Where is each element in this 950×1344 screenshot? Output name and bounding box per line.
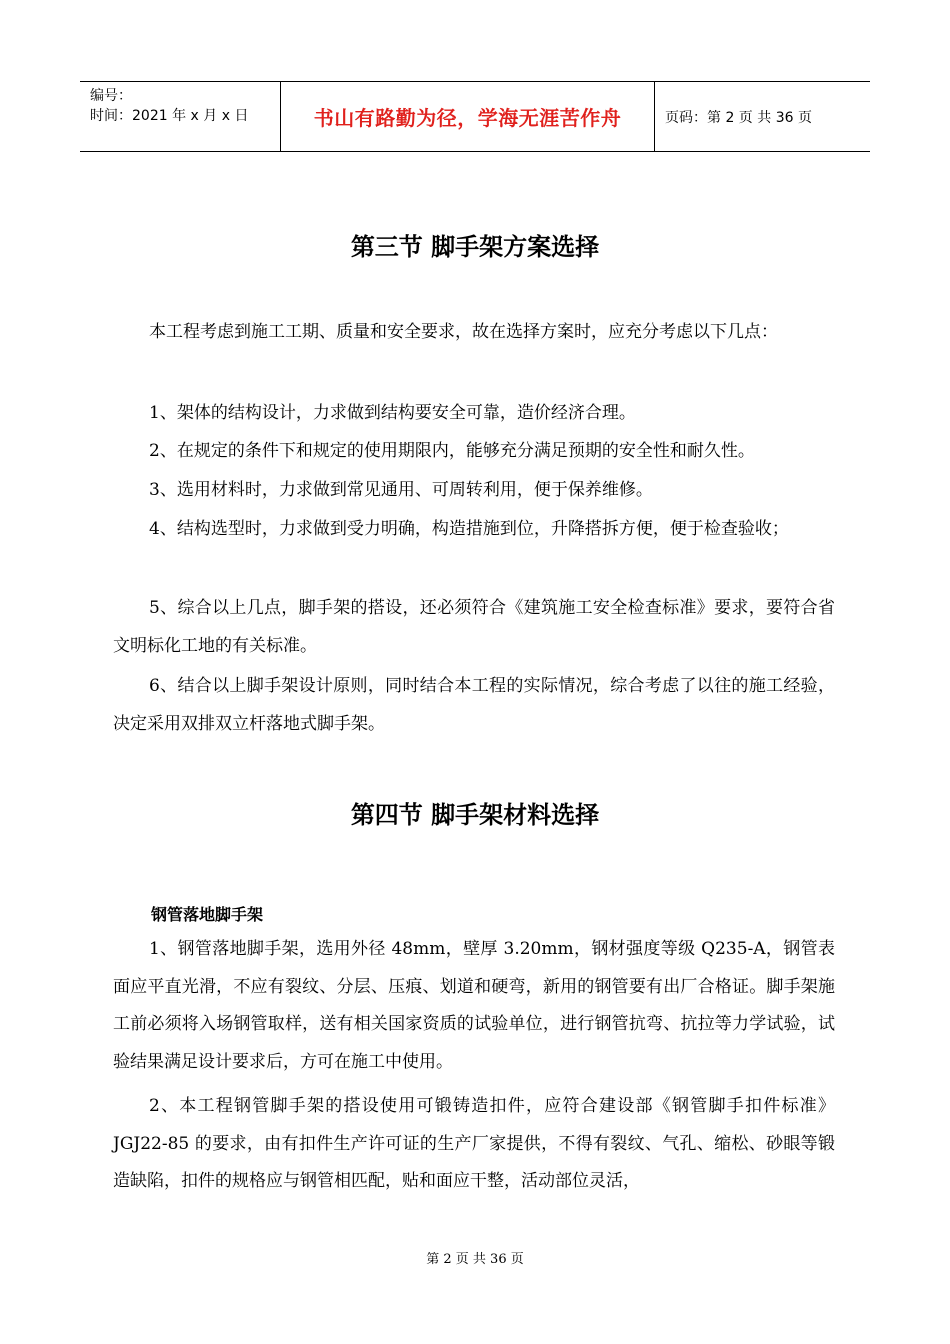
paragraph: 2、在规定的条件下和规定的使用期限内，能够充分满足预期的安全性和耐久性。 xyxy=(149,441,755,461)
page-header xyxy=(80,81,870,152)
paragraph: 4、结构选型时，力求做到受力明确，构造措施到位，升降搭拆方便，便于检查验收； xyxy=(149,519,789,539)
paragraph: 1、架体的结构设计，力求做到结构要安全可靠，造价经济合理。 xyxy=(149,403,636,423)
section-title-4: 第四节 脚手架材料选择 xyxy=(350,801,600,829)
paragraph: 1、钢管落地脚手架，选用外径 48mm，壁厚 3.20mm，钢材强度等级 Q235-A，钢管表面应平直光滑，不应有裂纹、分层、压痕、划道和硬弯，新用的钢管要有出厂合格证。脚手架施工前必须将入场钢管取样，送有相关国家资质的试验单位，进行钢管抗弯、抗拉等力学试验，试验结果满足设计要求后，方可在施工中使用。 xyxy=(113,939,835,1072)
paragraph: 6、结合以上脚手架设计原则，同时结合本工程的实际情况，综合考虑了以往的施工经验，决定采用双排双立杆落地式脚手架。 xyxy=(113,676,835,734)
section-title-3: 第三节 脚手架方案选择 xyxy=(350,233,600,261)
header-motto-cell xyxy=(281,82,655,151)
subheading: 钢管落地脚手架 xyxy=(151,905,264,924)
serial-number-label: 编号： xyxy=(90,88,132,104)
header-page-cell xyxy=(655,82,870,151)
header-meta-cell xyxy=(80,82,281,151)
page-footer: 第 2 页 共 36 页 xyxy=(426,1252,524,1267)
paragraph: 3、选用材料时，力求做到常见通用、可周转利用，便于保养维修。 xyxy=(149,480,653,500)
paragraph: 本工程考虑到施工工期、质量和安全要求，故在选择方案时，应充分考虑以下几点： xyxy=(149,322,778,342)
paragraph: 5、综合以上几点，脚手架的搭设，还必须符合《建筑施工安全检查标准》要求，要符合省文明标化工地的有关标准。 xyxy=(113,598,835,656)
header-page-info: 页码：第 2 页 共 36 页 xyxy=(665,109,812,126)
date-label: 时间：2021 年 x 月 x 日 xyxy=(90,108,249,124)
paragraph: 2、本工程钢管脚手架的搭设使用可锻铸造扣件，应符合建设部《钢管脚手扣件标准》JGJ22-85 的要求，由有扣件生产许可证的生产厂家提供，不得有裂纹、气孔、缩松、砂眼等锻造缺陷，扣件的规格应与钢管相匹配，贴和面应干整，活动部位灵活， xyxy=(113,1096,835,1191)
motto-text: 书山有路勤为径，学海无涯苦作舟 xyxy=(313,106,622,130)
